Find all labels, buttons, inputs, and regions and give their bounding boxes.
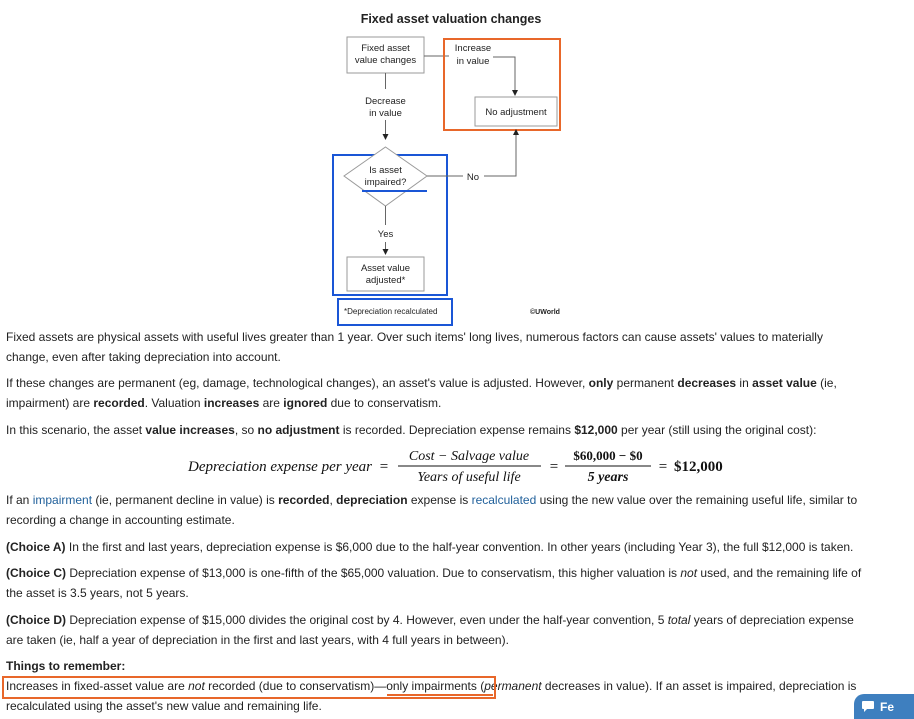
arrow-to-impaired (383, 134, 389, 140)
p2-bold-only: only (588, 376, 614, 390)
formula-denominator-1: Years of useful life (417, 470, 521, 485)
formula-lhs: Depreciation expense per year (188, 459, 372, 475)
feedback-label: Fe (880, 700, 895, 714)
formula-numerator-1: Cost − Salvage value (408, 449, 530, 464)
arrow-to-no-adjustment (512, 90, 518, 96)
remember-italic-not: not (188, 679, 205, 693)
p2-text-5: impairment) are (6, 396, 94, 410)
p4-text-6: recording a change in accounting estimate. (6, 513, 235, 527)
label-increase-line1: Increase (454, 43, 492, 54)
remember-text-4: decreases in value). If an asset is impaired, depreciation is (541, 679, 857, 693)
depreciation-formula (0, 441, 891, 489)
impairment-link[interactable]: impairment (32, 493, 93, 507)
intro-line2: change, even after taking depreciation into account. (6, 350, 281, 364)
copyright-mark: ©UWorld (530, 309, 560, 316)
choice-c-paragraph (6, 563, 886, 603)
impairment-paragraph (6, 490, 886, 530)
things-to-remember-heading (6, 656, 886, 676)
node-no-adjustment-label: No adjustment (485, 107, 547, 118)
choice-a-paragraph (6, 537, 886, 557)
remember-text-5: recalculated using the asset's new value and remaining life. (6, 699, 322, 713)
p4-text-1: If an (6, 493, 33, 507)
label-no: No (466, 172, 480, 183)
feedback-button[interactable] (854, 694, 914, 719)
footnote-text: *Depreciation recalculated (344, 307, 438, 316)
p4-bold-depreciation: depreciation (336, 493, 408, 507)
p3-bold-no-adjustment: no adjustment (257, 423, 340, 437)
choice-d-italic-total: total (667, 613, 691, 627)
choice-a-text: In the first and last years, depreciation expense is $6,000 due to the half-year convention. In other years (including Year 3), the full $12,000 is taken. (65, 540, 854, 554)
remember-text-1: Increases in fixed-asset value are (6, 679, 189, 693)
formula-denominator-2: 5 years (587, 470, 629, 485)
p2-text-3: in (736, 376, 753, 390)
node-impaired-line2: impaired? (364, 177, 407, 188)
label-yes: Yes (377, 229, 394, 240)
underline-only-impairments (387, 694, 493, 696)
node-impaired-line1: Is asset (369, 165, 402, 176)
p3-text-3: is recorded. Depreciation expense remains (339, 423, 575, 437)
recalculated-link[interactable]: recalculated (471, 493, 537, 507)
arrow-to-adjusted (383, 249, 389, 255)
node-adjusted-line1: Asset value (360, 263, 411, 274)
node-adjusted-line2: adjusted* (365, 275, 406, 286)
remember-text-2: recorded (due to conservatism)—only impairments (204, 679, 481, 693)
p2-text-1: If these changes are permanent (eg, damage, technological changes), an asset's value is adjusted. However, (6, 376, 589, 390)
p4-text-3: , (329, 493, 337, 507)
choice-c-text-1: Depreciation expense of $13,000 is one-fifth of the $65,000 valuation. Due to conservatism, this higher valuation is (66, 566, 681, 580)
choice-d-label: (Choice D) (6, 613, 66, 627)
choice-c-italic-not: not (680, 566, 698, 580)
connector-impaired-no-b (484, 134, 516, 176)
intro-paragraph (6, 327, 886, 367)
connector-increase-noadj (493, 57, 515, 91)
p2-bold-recorded: recorded (93, 396, 145, 410)
p4-text-5: using the new value over the remaining useful life, similar to (536, 493, 858, 507)
chat-bubble-icon (861, 700, 875, 713)
choice-d-text-3: are taken (ie, half a year of depreciation in the first and last years, with 4 full years in between). (6, 633, 509, 647)
p3-text-1: In this scenario, the asset (6, 423, 146, 437)
p2-text-7: are (259, 396, 284, 410)
choice-c-label: (Choice C) (6, 566, 66, 580)
formula-equals-1: = (379, 459, 389, 475)
node-start-line1: Fixed asset (361, 43, 410, 54)
formula-equals-2: = (549, 459, 559, 475)
p4-bold-recorded: recorded (278, 493, 330, 507)
p3-text-4: per year (still using the original cost): (617, 423, 817, 437)
remember-heading-text: Things to remember: (6, 659, 126, 673)
valuation-flowchart (0, 0, 891, 330)
choice-d-text-2: years of depreciation expense (690, 613, 854, 627)
intro-line1: Fixed assets are physical assets with useful lives greater than 1 year. Over such items' long lives, numerous factors can cause assets' values to materially (6, 330, 823, 344)
choice-c-text-2: used, and the remaining life of (697, 566, 862, 580)
formula-equals-3: = (658, 459, 668, 475)
p2-bold-ignored: ignored (283, 396, 328, 410)
p2-text-8: due to conservatism. (327, 396, 442, 410)
p2-text-2: permanent (613, 376, 678, 390)
p2-bold-asset-value: asset value (752, 376, 817, 390)
p2-text-4: (ie, (816, 376, 837, 390)
p4-text-4: expense is (407, 493, 472, 507)
remember-italic-permanent: permanent (484, 679, 542, 693)
choice-d-paragraph (6, 610, 886, 650)
p2-bold-decreases: decreases (677, 376, 737, 390)
choice-d-text-1: Depreciation expense of $15,000 divides the original cost by 4. However, even under the half-year convention, 5 (66, 613, 668, 627)
formula-numerator-2: $60,000 − $0 (573, 448, 643, 463)
formula-result: $12,000 (674, 459, 723, 475)
diagram-title: Fixed asset valuation changes (360, 12, 542, 26)
permanent-changes-paragraph (6, 373, 886, 413)
p3-text-2: , so (234, 423, 258, 437)
label-decrease-line2: in value (369, 108, 402, 119)
label-decrease-line1: Decrease (365, 96, 406, 107)
p2-text-6: . Valuation (144, 396, 204, 410)
p3-bold-amount: $12,000 (574, 423, 618, 437)
p3-bold-value-increases: value increases (145, 423, 235, 437)
node-start-line2: value changes (354, 55, 417, 66)
choice-c-text-3: the asset is 3.5 years, not 5 years. (6, 586, 189, 600)
label-increase-line2: in value (456, 56, 490, 67)
p4-text-2: (ie, permanent decline in value) is (92, 493, 279, 507)
remember-text-3: ( (480, 679, 485, 693)
p2-bold-increases: increases (203, 396, 260, 410)
scenario-paragraph (6, 420, 886, 440)
choice-a-label: (Choice A) (6, 540, 66, 554)
